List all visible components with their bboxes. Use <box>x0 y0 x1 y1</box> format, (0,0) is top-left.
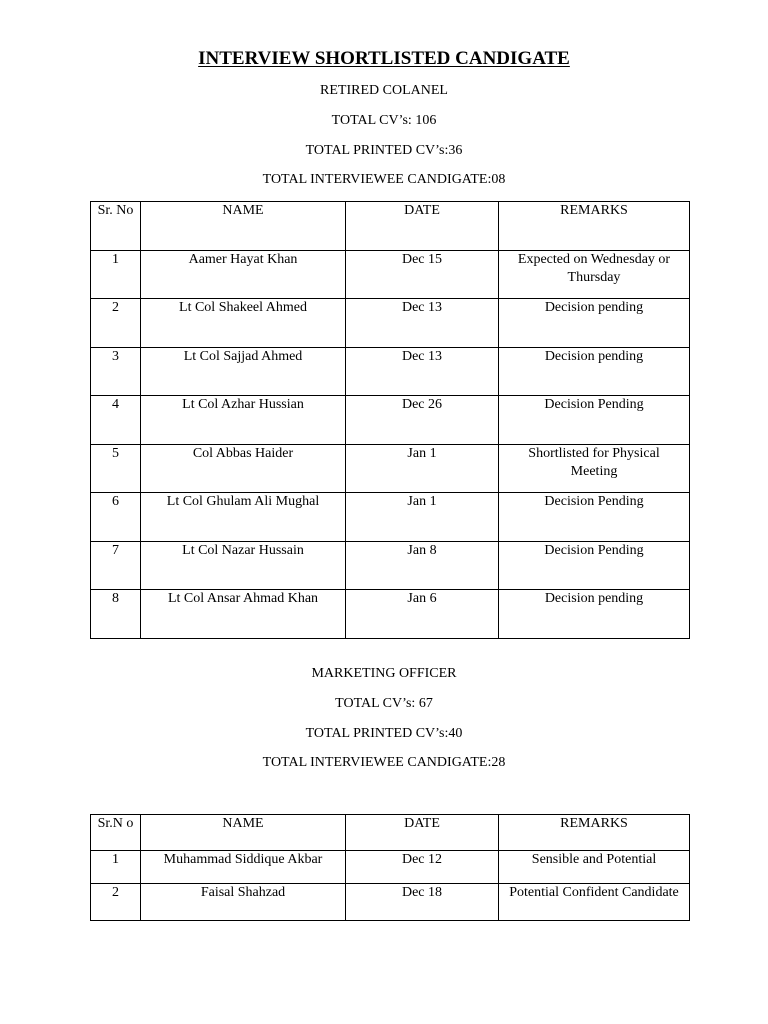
cell-date: Dec 26 <box>346 396 499 445</box>
marketing-officer-table <box>90 814 690 921</box>
column-header-remarks: REMARKS <box>499 815 690 851</box>
cell-name: Col Abbas Haider <box>141 444 346 493</box>
section-heading-retired-colonel: RETIRED COLANEL <box>320 83 448 98</box>
cell-sr: 7 <box>91 541 141 590</box>
cell-date: Dec 12 <box>346 851 499 884</box>
cell-date: Jan 8 <box>346 541 499 590</box>
cell-date: Dec 13 <box>346 347 499 396</box>
cell-sr: 2 <box>91 299 141 348</box>
column-header-name: NAME <box>141 815 346 851</box>
column-header-sr: Sr. No <box>91 202 141 251</box>
cell-date: Jan 1 <box>346 493 499 542</box>
cell-sr: 8 <box>91 590 141 639</box>
table-header-row <box>91 202 690 251</box>
cell-remarks: Decision pending <box>499 347 690 396</box>
cell-name: Lt Col Azhar Hussian <box>141 396 346 445</box>
cell-remarks: Decision pending <box>499 590 690 639</box>
cell-remarks: Decision Pending <box>499 493 690 542</box>
table-row <box>91 444 690 493</box>
cell-name: Lt Col Nazar Hussain <box>141 541 346 590</box>
cell-date: Jan 6 <box>346 590 499 639</box>
column-header-date: DATE <box>346 202 499 251</box>
table-row <box>91 851 690 884</box>
page-title: INTERVIEW SHORTLISTED CANDIGATE <box>198 48 570 69</box>
cell-name: Aamer Hayat Khan <box>141 250 346 299</box>
cell-remarks: Decision pending <box>499 299 690 348</box>
cell-name: Lt Col Shakeel Ahmed <box>141 299 346 348</box>
cell-remarks: Sensible and Potential <box>499 851 690 884</box>
cell-sr: 3 <box>91 347 141 396</box>
table-row <box>91 396 690 445</box>
cell-name: Lt Col Sajjad Ahmed <box>141 347 346 396</box>
column-header-date: DATE <box>346 815 499 851</box>
cell-name: Lt Col Ansar Ahmad Khan <box>141 590 346 639</box>
retired-colonel-table <box>90 201 690 639</box>
cell-remarks: Potential Confident Candidate <box>499 884 690 921</box>
column-header-name: NAME <box>141 202 346 251</box>
table-row <box>91 884 690 921</box>
cell-name: Muhammad Siddique Akbar <box>141 851 346 884</box>
cell-name: Lt Col Ghulam Ali Mughal <box>141 493 346 542</box>
total-cvs-label: TOTAL CV’s: 106 <box>331 113 437 128</box>
table-row <box>91 347 690 396</box>
cell-sr: 6 <box>91 493 141 542</box>
cell-date: Dec 15 <box>346 250 499 299</box>
cell-remarks: Decision Pending <box>499 396 690 445</box>
total-printed-cvs-label: TOTAL PRINTED CV’s:40 <box>305 726 463 741</box>
table-header-row <box>91 815 690 851</box>
cell-date: Dec 18 <box>346 884 499 921</box>
column-header-sr: Sr.N o <box>91 815 141 851</box>
section-heading-marketing-officer: MARKETING OFFICER <box>311 666 457 681</box>
cell-remarks: Shortlisted for Physical Meeting <box>499 444 690 493</box>
total-interviewee-label: TOTAL INTERVIEWEE CANDIGATE:28 <box>262 755 506 770</box>
cell-sr: 1 <box>91 851 141 884</box>
column-header-remarks: REMARKS <box>499 202 690 251</box>
cell-sr: 5 <box>91 444 141 493</box>
table-row <box>91 541 690 590</box>
cell-sr: 2 <box>91 884 141 921</box>
cell-name: Faisal Shahzad <box>141 884 346 921</box>
cell-sr: 4 <box>91 396 141 445</box>
cell-sr: 1 <box>91 250 141 299</box>
table-row <box>91 299 690 348</box>
table-row <box>91 250 690 299</box>
cell-remarks: Decision Pending <box>499 541 690 590</box>
total-interviewee-label: TOTAL INTERVIEWEE CANDIGATE:08 <box>262 172 506 187</box>
table-row <box>91 590 690 639</box>
cell-date: Jan 1 <box>346 444 499 493</box>
cell-remarks: Expected on Wednesday or Thursday <box>499 250 690 299</box>
total-printed-cvs-label: TOTAL PRINTED CV’s:36 <box>305 143 463 158</box>
table-row <box>91 493 690 542</box>
total-cvs-label: TOTAL CV’s: 67 <box>335 696 433 711</box>
cell-date: Dec 13 <box>346 299 499 348</box>
